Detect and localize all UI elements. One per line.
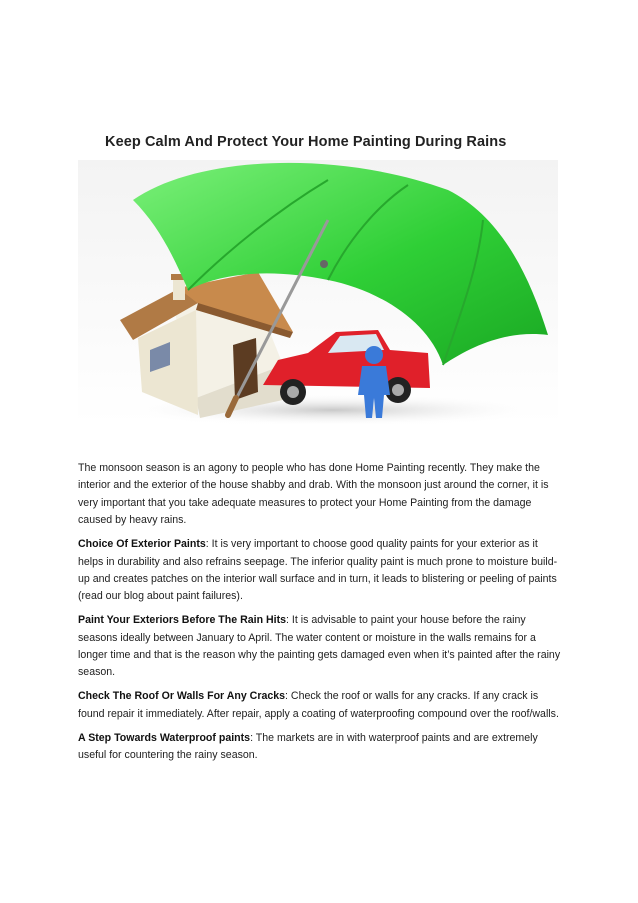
paragraph-heading: Paint Your Exteriors Before The Rain Hits	[78, 614, 287, 627]
paragraph-text: : The markets are in with waterproof paints and are extremely useful for countering the rainy season.	[78, 731, 538, 762]
paragraph-text: : Check the roof or walls for any cracks. If any crack is found repair it immediately. After repair, apply a coating of waterproofing compound over the roof/walls.	[78, 690, 559, 720]
page-title: Keep Calm And Protect Your Home Painting During Rains	[105, 134, 507, 150]
paragraph-exterior-paints	[78, 536, 563, 606]
paragraph-roof-cracks	[78, 688, 563, 723]
paragraph-heading: Check The Roof Or Walls For Any Cracks	[78, 690, 286, 703]
paragraph-heading: A Step Towards Waterproof paints	[78, 731, 251, 744]
paragraph-heading: Choice Of Exterior Paints	[78, 538, 206, 551]
paragraph-text: : It is very important to choose good quality paints for your exterior as it helps in durability and also refrains seepage. The inferior quality paint is much prone to moisture build-up and creates patches on the interior wall surface and in turn, it leads to blistering or peeling of paints (read our blog about paint failures).	[78, 538, 558, 603]
paragraph-text: : It is advisable to paint your house before the rainy seasons ideally between January to April. The water content or moisture in the walls remains for a longer time and that is the reason why the painting gets damaged even when it’s painted after the rainy season.	[78, 614, 561, 679]
paragraph-before-rain	[78, 612, 563, 682]
paragraph-intro	[78, 460, 563, 530]
paragraph-text: The monsoon season is an agony to people who has done Home Painting recently. They make the interior and the exterior of the house shabby and drab. With the monsoon just around the corner, it is very important that you take adequate measures to protect your Home Painting from the damage caused by heavy rains.	[78, 462, 549, 527]
article-body	[78, 460, 563, 771]
house-umbrella-illustration	[78, 160, 558, 425]
paragraph-waterproof	[78, 730, 563, 765]
